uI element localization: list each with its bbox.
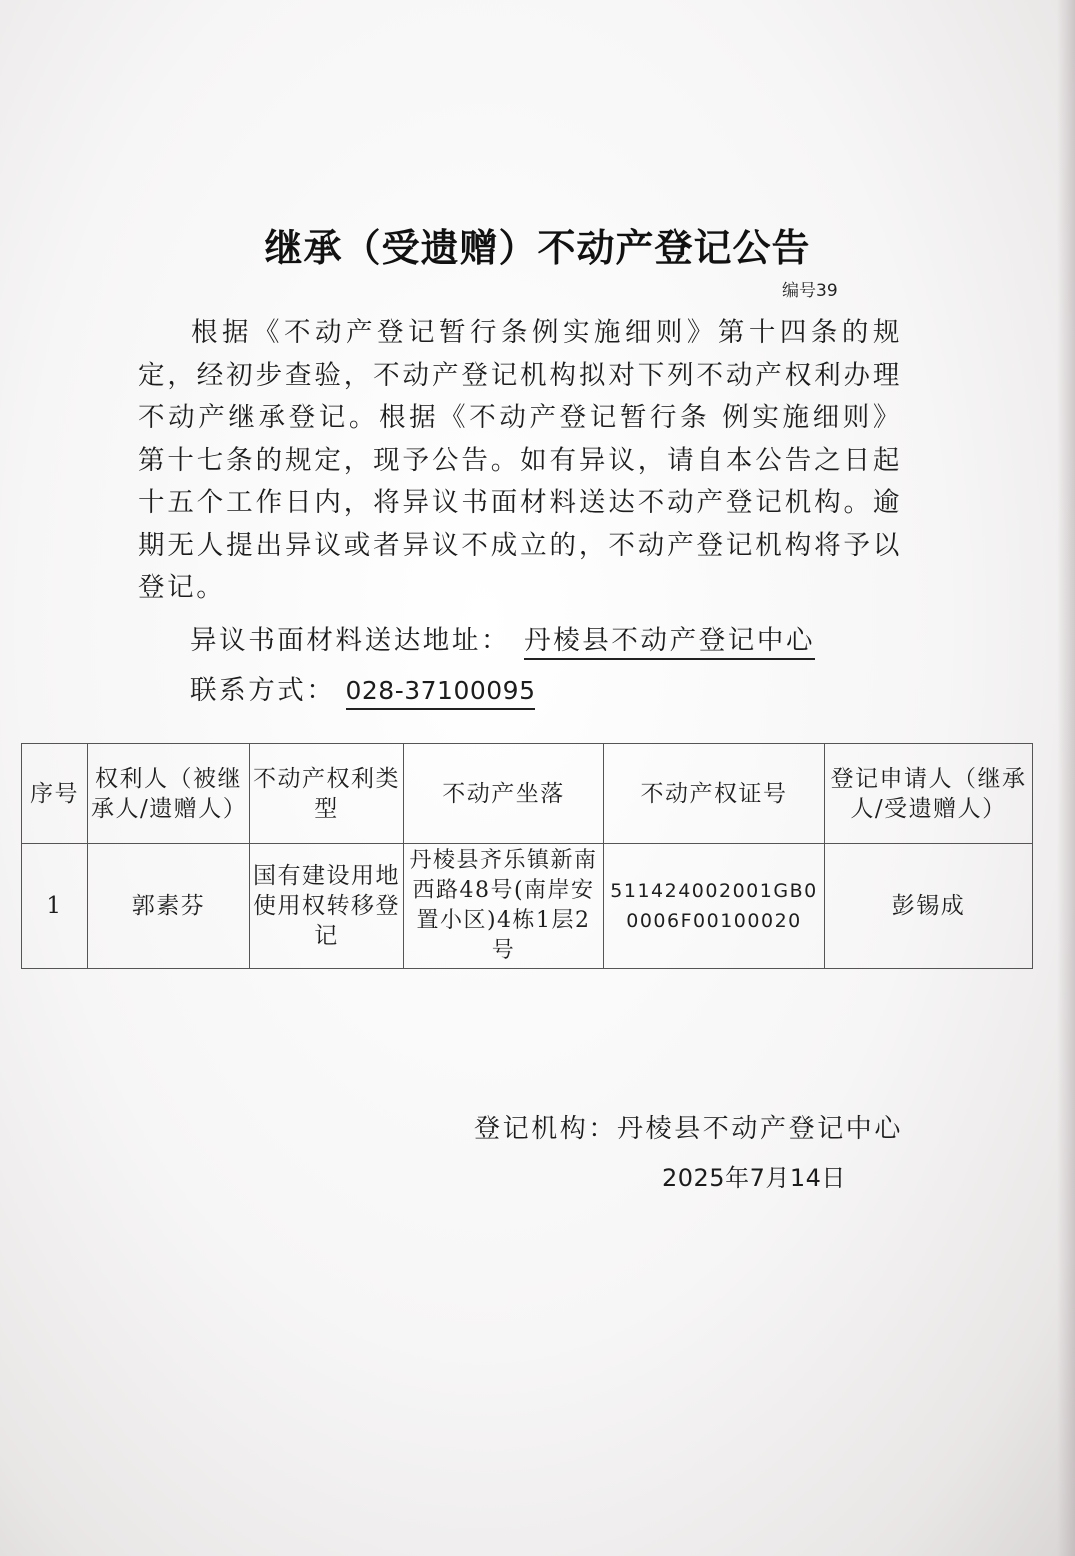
header-right-type: 不动产权利类型 [250, 744, 404, 844]
table-header-row [22, 744, 1033, 844]
cell-location: 丹棱县齐乐镇新南西路48号(南岸安置小区)4栋1层2号 [404, 844, 604, 969]
cell-right-type: 国有建设用地使用权转移登记 [250, 844, 404, 969]
document-number: 编号39 [782, 281, 838, 301]
registration-authority: 登记机构：丹棱县不动产登记中心 [474, 1114, 904, 1144]
notice-body: 根据《不动产登记暂行条例实施细则》第十四条的规定，经初步查验，不动产登记机构拟对下列不动产权利办理不动产继承登记。根据《不动产登记暂行条 例实施细则》第十七条的规定，现予公告。如有异议，请自本公告之日起十五个工作日内，将异议书面材料送达不动产登记机构。逾期无人提出异议或者异议不成立的，不动产登记机构将予以登记。 [138, 317, 902, 603]
document-title: 继承（受遗赠）不动产登记公告 [264, 226, 811, 271]
notice-date: 2025年7月14日 [662, 1164, 846, 1192]
table-row [22, 844, 1033, 969]
objection-address-value: 丹棱县不动产登记中心 [524, 624, 815, 660]
header-holder: 权利人（被继承人/遗赠人） [88, 744, 250, 844]
header-index: 序号 [22, 744, 88, 844]
cell-certificate-no: 511424002001GB00006F00100020 [604, 844, 825, 969]
header-applicant: 登记申请人（继承人/受遗赠人） [825, 744, 1033, 844]
objection-address-label: 异议书面材料送达地址： [190, 625, 511, 656]
contact-phone: 028-37100095 [346, 674, 536, 710]
contact-row [190, 668, 535, 710]
cell-holder: 郭素芬 [88, 844, 250, 969]
registration-table [21, 743, 1033, 969]
header-location: 不动产坐落 [404, 744, 604, 844]
cell-applicant: 彭锡成 [825, 844, 1033, 969]
header-certificate-no: 不动产权证号 [604, 744, 825, 844]
objection-address-row [190, 618, 815, 660]
contact-label: 联系方式： [190, 675, 336, 706]
cell-index: 1 [22, 844, 88, 969]
